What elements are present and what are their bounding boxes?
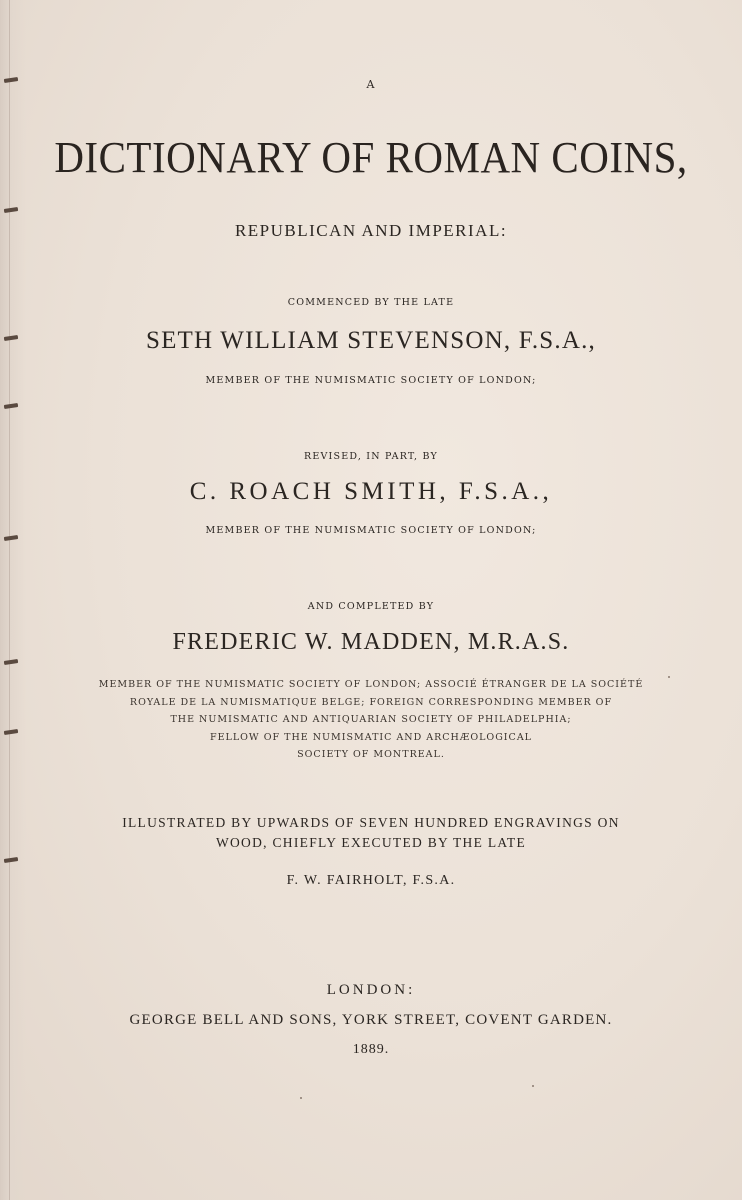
author-stevenson: SETH WILLIAM STEVENSON, F.S.A., (145, 327, 597, 354)
completed-by-label: AND COMPLETED BY (307, 601, 435, 612)
book-title: DICTIONARY OF ROMAN COINS, (54, 132, 688, 182)
paper-speck (300, 1097, 302, 1099)
publication-city: LONDON: (326, 982, 416, 998)
role-line: ROYALE DE LA NUMISMATIQUE BELGE; FOREIGN CORRESPONDING MEMBER OF (129, 696, 613, 708)
title-prefix: A (366, 78, 376, 91)
author-madden-roles (40, 676, 702, 764)
binding-gutter (0, 0, 26, 1200)
gutter-line (9, 0, 10, 1200)
paper-speck (532, 1085, 534, 1087)
engraver-name: F. W. FAIRHOLT, F.S.A. (286, 873, 456, 888)
author-madden: FREDERIC W. MADDEN, M.R.A.S. (172, 629, 570, 655)
role-line: THE NUMISMATIC AND ANTIQUARIAN SOCIETY OF PHILADELPHIA; (170, 714, 572, 725)
author-smith-membership: MEMBER OF THE NUMISMATIC SOCIETY OF LONDON; (205, 525, 537, 536)
publisher-name: GEORGE BELL AND SONS, YORK STREET, COVENT GARDEN. (129, 1012, 613, 1028)
illustration-line: ILLUSTRATED BY UPWARDS OF SEVEN HUNDRED ENGRAVINGS ON (122, 815, 620, 830)
role-line: SOCIETY OF MONTREAL. (297, 749, 445, 760)
illustration-line: WOOD, CHIEFLY EXECUTED BY THE LATE (215, 835, 527, 850)
author-stevenson-membership: MEMBER OF THE NUMISMATIC SOCIETY OF LONDON; (205, 375, 537, 386)
publication-year: 1889. (352, 1042, 390, 1057)
revised-by-label: REVISED, IN PART, BY (304, 451, 438, 462)
book-subtitle: REPUBLICAN AND IMPERIAL: (234, 221, 508, 240)
illustration-note (40, 813, 702, 853)
role-line: MEMBER OF THE NUMISMATIC SOCIETY OF LONDON; ASSOCIÉ ÉTRANGER DE LA SOCIÉTÉ (98, 679, 644, 690)
author-smith: C. ROACH SMITH, F.S.A., (189, 478, 553, 505)
role-line: FELLOW OF THE NUMISMATIC AND ARCHÆOLOGICAL (210, 731, 532, 743)
commenced-by-label: COMMENCED BY THE LATE (287, 297, 455, 308)
